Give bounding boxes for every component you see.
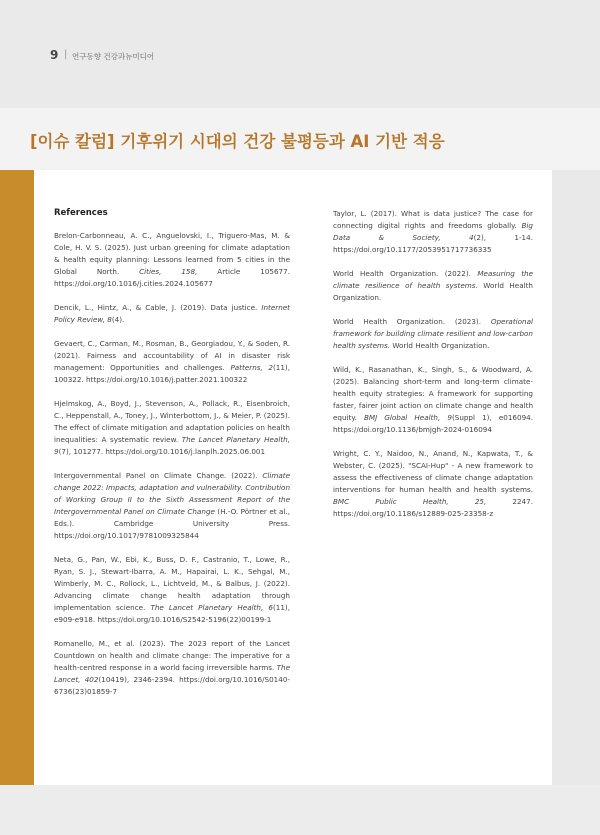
reference-item: Romanello, M., et al. (2023). The 2023 report of the Lancet Countdown on health and climate change: The imperative for a health-centred response in a world facing irreversible harms. The Lancet, 402(10419), 2346-2394. https://doi.org/10.1016/S0140-6736(23)01859-7 bbox=[54, 639, 290, 696]
publication-name: 연구동향 건강과뉴미디어 bbox=[72, 52, 155, 61]
reference-item: Gevaert, C., Carman, M., Rosman, B., Georgiadou, Y., & Soden, R. (2021). Fairness and accountability of AI in disaster risk management: Opportunities and challenges. Patterns, 2(11), 100322. https://doi.org/10.1016/j.patter.2021.100322 bbox=[54, 339, 290, 384]
page-footer bbox=[0, 785, 600, 835]
reference-item: Dencik, L., Hintz, A., & Cable, J. (2019). Data justice. Internet Policy Review, 8(4). bbox=[54, 303, 290, 324]
reference-item: Intergovernmental Panel on Climate Change. (2022). Climate change 2022: Impacts, adaptation and vulnerability. Contribution of Working Group II to the Sixth Assessment Report of the Intergovernmental Panel on Climate Change (H.-O. Pörtner et al., Eds.). Cambridge University Press. https://doi.org/10.1017/9781009325844 bbox=[54, 471, 291, 540]
accent-sidebar bbox=[0, 170, 34, 785]
reference-item: Taylor, L. (2017). What is data justice? The case for connecting digital rights and freedoms globally. Big Data & Society, 4(2), 1-14. https://doi.org/10.1177/2053951717736335 bbox=[333, 209, 533, 254]
reference-item: Neta, G., Pan, W., Ebi, K., Buss, D. F., Castranio, T., Lowe, R., Ryan, S. J., Stewart-Ibarra, A. M., Hapairai, L. K., Sehgal, M., Wimberly, M. C., Rollock, L., Lichtveld, M., & Balbus, J. (2022). Advancing climate change health adaptation through implementation science. The Lancet Planetary Health, 6(11), e909-e918. https://doi.org/10.1016/S2542-5196(22)00199-1 bbox=[54, 555, 290, 624]
article-title: [이슈 칼럼] 기후위기 시대의 건강 불평등과 AI 기반 적응 bbox=[30, 132, 445, 151]
reference-item: World Health Organization. (2023). Operational framework for building climate resilient and low-carbon health systems. World Health Organization. bbox=[333, 317, 533, 350]
page-number: 9 bbox=[50, 48, 59, 62]
references-right-column bbox=[333, 208, 533, 532]
header-separator: | bbox=[64, 49, 68, 60]
reference-item: World Health Organization. (2022). Measuring the climate resilience of health systems. World Health Organization. bbox=[333, 269, 533, 302]
reference-item: Wild, K., Rasanathan, K., Singh, S., & Woodward, A. (2025). Balancing short-term and long-term climate-health equity strategies: A framework for supporting faster, fairer joint action on climate change and health equity. BMJ Global Health, 9(Suppl 1), e016094. https://doi.org/10.1136/bmjgh-2024-016094 bbox=[333, 365, 534, 434]
references-heading: References bbox=[54, 208, 108, 218]
references-left-column bbox=[54, 230, 290, 710]
reference-item: Brelon-Carbonneau, A. C., Anguelovski, I., Triguero-Mas, M. & Cole, H. V. S. (2025). Just urban greening for climate adaptation & health equity planning: Lessons learned from 5 cities in the Global North. Cities, 158, Article 105677. https://doi.org/10.1016/j.cities.2024.105677 bbox=[54, 231, 290, 288]
reference-item: Wright, C. Y., Naidoo, N., Anand, N., Kapwata, T., & Webster, C. (2025). "SCAI-Hup" - A new framework to assess the effectiveness of climate change adaptation interventions for human health and health systems. BMC Public Health, 25, 2247. https://doi.org/10.1186/s12889-025-23358-z bbox=[333, 449, 533, 518]
reference-item: Hjelmskog, A., Boyd, J., Stevenson, A., Pollack, R., Eisenbroich, C., Heppenstall, A., Toney, J., Winterbottom, J., & Meier, P. (2025). The effect of climate mitigation and adaptation policies on health inequalities: A systematic review. The Lancet Planetary Health, 9(7), 101277. https://doi.org/10.1016/j.lanplh.2025.06.001 bbox=[54, 399, 290, 456]
